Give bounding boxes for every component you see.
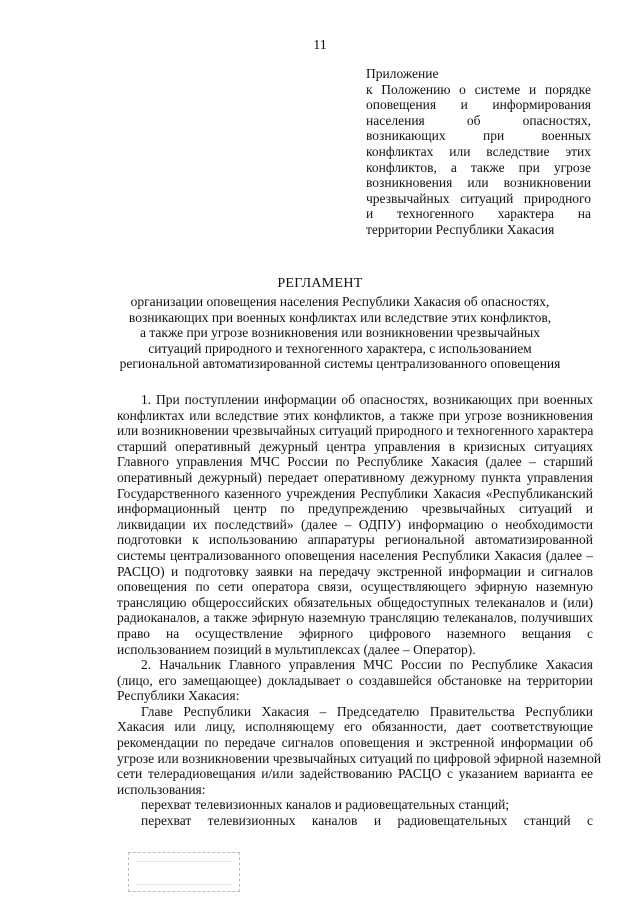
document-title: РЕГЛАМЕНТ xyxy=(277,276,363,291)
body-line: перехват телевизионных каналов и радиовещательных станций с xyxy=(141,813,593,829)
appendix-line: и техногенного характера на xyxy=(366,206,591,222)
body-line: 2. Начальник Главного управления МЧС России по Республике Хакасия xyxy=(141,657,593,673)
subtitle-line: организации оповещения населения Республики Хакасия об опасностях, xyxy=(130,294,550,309)
body-line: конфликтах или вследствие этих конфликтов, а также при угрозе возникновения xyxy=(117,407,593,423)
body-line: сети телерадиовещания и/или задействованию РАСЦО с указанием варианта ее xyxy=(117,766,593,782)
appendix-line: конфликтах или вследствие этих xyxy=(366,143,591,159)
body-line: Хакасия или лицу, исполняющему его обязанности, дает соответствующие xyxy=(117,719,593,735)
page-number: 11 xyxy=(313,38,327,53)
appendix-line: оповещения и информирования xyxy=(366,97,591,113)
body-line: право на осуществление эфирного цифрового наземного вещания с xyxy=(117,625,593,641)
appendix-line: населения об опасностях, xyxy=(366,112,591,128)
body-line: использования: xyxy=(117,781,206,797)
appendix-line: чрезвычайных ситуаций природного xyxy=(366,190,591,206)
subtitle-line: региональной автоматизированной системы централизованного оповещения xyxy=(119,356,561,372)
document-subtitle xyxy=(100,294,580,372)
body-line: подготовки к использованию аппаратуры региональной автоматизированной xyxy=(117,532,593,548)
body-line: или возникновении чрезвычайных ситуаций природного и техногенного характера xyxy=(117,423,594,439)
body-line: оповещения по сети оператора связи, осуществляющего эфирную наземную xyxy=(117,579,593,595)
body-line: угрозе или возникновении чрезвычайных ситуаций по цифровой эфирной наземной xyxy=(117,750,602,766)
body-line: перехват телевизионных каналов и радиовещательных станций; xyxy=(141,797,510,813)
body-line: использованием позиций в мультиплексах (далее – Оператор). xyxy=(117,641,476,657)
body-line: Главе Республики Хакасия – Председателю Правительства Республики xyxy=(141,703,593,719)
registration-stamp xyxy=(128,852,240,892)
body-line: рекомендации по передаче сигналов оповещения и экстренной информации об xyxy=(117,735,593,751)
body-line: трансляцию общероссийских обязательных общедоступных телеканалов и (или) xyxy=(117,594,593,610)
appendix-line: территории Республики Хакасия xyxy=(366,221,555,237)
body-line: радиоканалов, а также эфирную наземную трансляцию телеканалов, получивших xyxy=(117,610,593,626)
body-line: 1. При поступлении информации об опасностях, возникающих при военных xyxy=(141,392,593,407)
appendix-line: Приложение xyxy=(366,66,439,81)
body-line: Главного управления МЧС России по Республике Хакасия (далее – старший xyxy=(117,454,593,470)
body-line: оперативный дежурный) передает оперативному дежурному пункта управления xyxy=(117,469,593,485)
body-line: ликвидации их последствий» (далее – ОДПУ) информацию о необходимости xyxy=(117,516,593,532)
subtitle-line: возникающих при военных конфликтах или вследствие этих конфликтов, xyxy=(128,309,552,325)
appendix-line: возникновения или возникновении xyxy=(366,175,591,191)
body-line: РАСЦО) и подготовку заявки на передачу экстренной информации и сигналов xyxy=(117,563,593,579)
body-line: старший оперативный дежурный центра управления в кризисных ситуациях xyxy=(117,438,593,454)
appendix-line: возникающих при военных xyxy=(366,128,591,144)
appendix-note xyxy=(366,66,591,238)
body-line: Государственного казенного учреждения Республики Хакасия «Республиканский xyxy=(117,485,593,501)
body-line: системы централизованного оповещения населения Республики Хакасия (далее – xyxy=(117,547,593,563)
stamp-frame xyxy=(137,861,231,885)
body-line: Республики Хакасия: xyxy=(117,688,240,704)
body-line: (лицо, его замещающее) докладывает о создавшейся обстановке на территории xyxy=(117,672,593,688)
document-body xyxy=(117,392,602,829)
body-line: информационный центр по предупреждению чрезвычайных ситуаций и xyxy=(117,501,593,517)
subtitle-line: а также при угрозе возникновения или возникновении чрезвычайных xyxy=(140,325,540,341)
appendix-line: конфликтов, а также при угрозе xyxy=(366,159,591,175)
subtitle-line: ситуаций природного и техногенного характера, с использованием xyxy=(148,340,532,356)
appendix-line: к Положению о системе и порядке xyxy=(366,81,591,97)
